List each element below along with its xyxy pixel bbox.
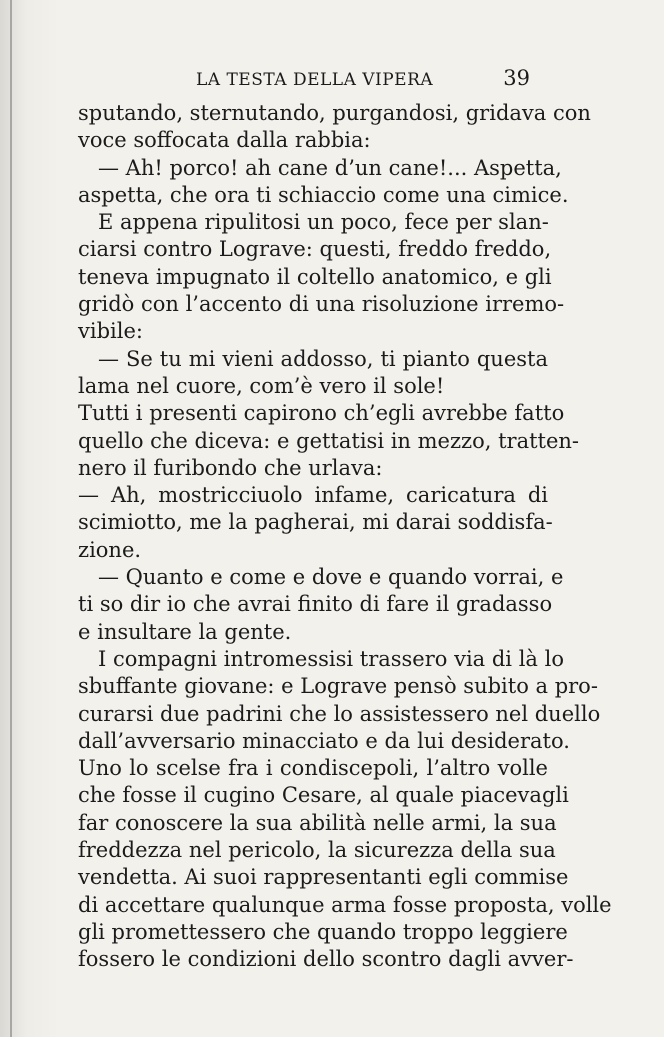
text-line: freddezza nel pericolo, la sicurezza della sua <box>78 838 556 863</box>
text-line: zione. <box>78 537 142 562</box>
text-line: fossero le condizioni dello scontro dagli avver- <box>78 947 574 972</box>
text-line: lama nel cuore, com’è vero il sole! <box>78 373 445 398</box>
text-line: Tutti i presenti capirono ch’egli avrebbe fatto <box>78 401 565 426</box>
text-line: voce soffocata dalla rabbia: <box>78 128 371 153</box>
text-line: quello che diceva: e gettatisi in mezzo, tratten- <box>78 428 580 453</box>
text-line: sputando, sternutando, purgandosi, gridava con <box>78 101 591 125</box>
running-title: LA TESTA DELLA VIPERA <box>196 70 434 90</box>
page-number: 39 <box>503 66 530 90</box>
text-line: — Ah, mostricciuolo infame, caricatura di <box>78 483 548 508</box>
text-line: gli promettessero che quando troppo leggiere <box>78 919 568 944</box>
text-line: — Se tu mi vieni addosso, ti pianto questa <box>98 346 548 371</box>
text-line: ciarsi contro Lograve: questi, freddo freddo, <box>78 237 552 262</box>
text-line: vendetta. Ai suoi rappresentanti egli commise <box>78 865 569 890</box>
text-line: di accettare qualunque arma fosse proposta, volle <box>78 892 612 917</box>
text-line: ti so dir io che avrai finito di fare il gradasso <box>78 592 553 617</box>
text-line: teneva impugnato il coltello anatomico, e gli <box>78 264 552 289</box>
text-line: e insultare la gente. <box>78 619 292 644</box>
page-gutter-shadow <box>10 0 12 1037</box>
text-line: far conoscere la sua abilità nelle armi, la sua <box>78 810 557 835</box>
page-header <box>196 64 536 100</box>
text-line: nero il furibondo che urlava: <box>78 455 383 480</box>
text-line: scimiotto, me la pagherai, mi darai soddisfa- <box>78 510 553 535</box>
text-line: Uno lo scelse fra i condiscepoli, l’altro volle <box>78 756 548 781</box>
text-line: curarsi due padrini che lo assistessero nel duello <box>78 701 601 726</box>
body-text <box>78 100 612 974</box>
text-line: dall’avversario minacciato e da lui desiderato. <box>78 728 570 753</box>
text-line: gridò con l’accento di una risoluzione irremo- <box>78 292 565 317</box>
text-line: I compagni intromessisi trassero via di là lo <box>98 646 564 671</box>
text-line: — Ah! porco! ah cane d’un cane!... Aspetta, <box>98 155 562 180</box>
text-line: sbuffante giovane: e Lograve pensò subito a pro- <box>78 674 598 699</box>
text-line: — Quanto e come e dove e quando vorrai, e <box>98 565 564 590</box>
text-line: aspetta, che ora ti schiaccio come una cimice. <box>78 182 569 207</box>
text-line: che fosse il cugino Cesare, al quale piacevagli <box>78 783 569 808</box>
text-line: E appena ripulitosi un poco, fece per slan- <box>98 210 549 235</box>
text-line: vibile: <box>78 319 143 344</box>
